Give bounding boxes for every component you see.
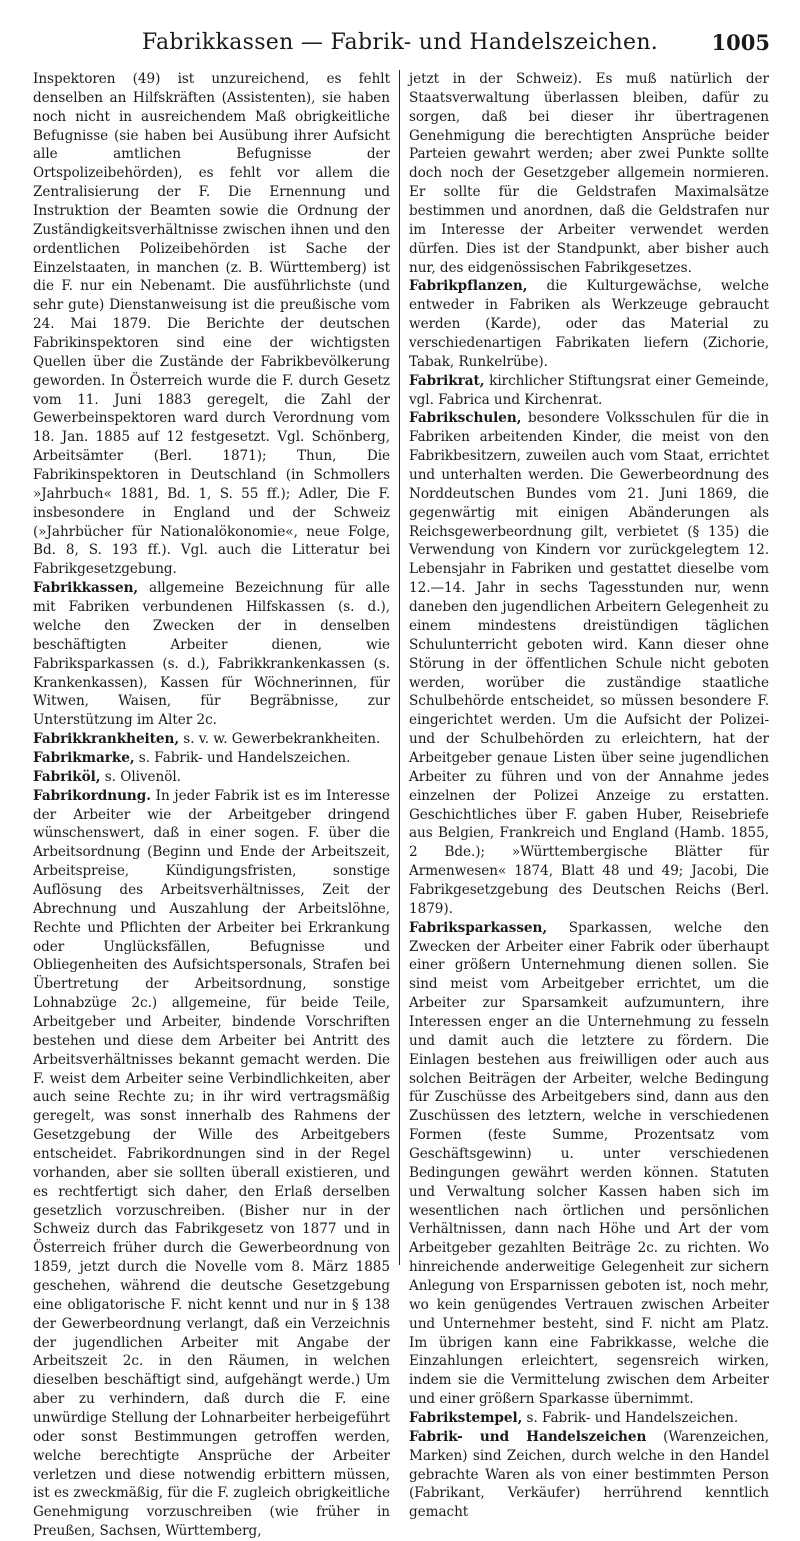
dictionary-entry: [409, 277, 769, 371]
left-column: [33, 70, 390, 1540]
entry-text: s. Fabrik- und Handelszeichen.: [134, 749, 351, 766]
entry-headword: Fabrikstempel,: [409, 1410, 523, 1427]
entry-headword: Fabriköl,: [33, 768, 101, 785]
entry-headword: Fabrikschulen,: [409, 410, 522, 427]
entry-headword: Fabrikordnung.: [33, 787, 151, 804]
entry-text: Inspektoren (49) ist unzureichend, es fehlt denselben an Hilfskräften (Assistenten), sie haben noch nicht in ausreichendem Maß obrigkeitliche Befugnisse (sie haben bei Ausübung ihrer Aufsicht alle amtlichen Befugnisse der Ortspolizeibehörden), es fehlt vor allem die Zentralisierung der F. Die Ernennung und Instruktion der Beamten sowie die Ordnung der Zuständigkeitsverhältnisse zwischen ihnen und den ordentlichen Polizeibehörden ist Sache der Einzelstaaten, in manchen (z. B. Württemberg) ist die F. nur ein Nebenamt. Die ausführlichste (und sehr gute) Dienstanweisung ist die preußische vom 24. Mai 1879. Die Berichte der deutschen Fabrikinspektoren sind eine der wichtigsten Quellen über die Zustände der Fabrikbevölkerung geworden. In Österreich wurde die F. durch Gesetz vom 11. Juni 1883 geregelt, die Zahl der Gewerbeinspektoren ward durch Verordnung vom 18. Jan. 1885 auf 12 festgesetzt. Vgl. Schönberg, Arbeitsämter (Berl. 1871); Thun, Die Fabrikinspektoren in Deutschland (in Schmollers »Jahrbuch« 1881, Bd. 1, S. 55 ff.); Adler, Die F. insbesondere in England und der Schweiz (»Jahrbücher für Nationalökonomie«, neue Folge, Bd. 8, S. 193 ff.). Vgl. auch die Litteratur bei Fabrikgesetzgebung.: [33, 71, 390, 578]
entry-headword: Fabrikkassen,: [33, 580, 139, 597]
entry-headword: Fabrikmarke,: [33, 749, 135, 766]
entry-continuation: [409, 70, 769, 277]
dictionary-entry: [33, 787, 390, 1541]
column-divider: [399, 70, 400, 1265]
running-title: Fabrikkassen — Fabrik- und Handelszeichen.: [141, 30, 659, 55]
entry-text: (Warenzeichen, Marken) sind Zeichen, durch welche in den Handel gebrachte Waren als von einer bestimmten Person (Fabrikant, Verkäufer) herrührend kenntlich gemacht: [409, 1428, 769, 1521]
entry-text: jetzt in der Schweiz). Es muß natürlich der Staatsverwaltung überlassen bleiben, dafür zu sorgen, daß bei dieser ihr übertragenen Genehmigung die berechtigten Ansprüche beider Parteien gewahrt werden; aber zwei Punkte sollte doch noch der Gesetzgeber allgemein normieren. Er sollte für die Geldstrafen Maximalsätze bestimmen und anordnen, daß die Geldstrafen nur im Interesse der Arbeiter verwendet werden dürfen. Dies ist der Standpunkt, aber bisher auch nur, des eidgenössischen Fabrikgesetzes.: [409, 71, 769, 276]
dictionary-entry: [33, 768, 390, 787]
entry-headword: Fabrikrat,: [409, 372, 485, 389]
entry-headword: Fabriksparkassen,: [409, 919, 548, 936]
entry-continuation: [33, 70, 390, 579]
right-column: [409, 70, 769, 1521]
entry-text: die Kulturgewächse, welche entweder in Fabriken als Werkzeuge gebraucht werden (Karde), oder das Material zu verschiedenartigen Fabrikaten liefern (Zichorie, Tabak, Runkelrübe).: [409, 278, 769, 370]
entry-text: Sparkassen, welche den Zwecken der Arbeiter einer Fabrik oder überhaupt einer größern Unternehmung dienen sollen. Sie sind meist vom Arbeitgeber errichtet, um die Arbeiter zur Sparsamkeit aufzumuntern, ihre Interessen enger an die Unternehmung zu fesseln und damit auch die letztere zu fördern. Die Einlagen bestehen aus freiwilligen oder auch aus solchen Beiträgen der Arbeiter, welche Bedingung für Zuschüsse des Arbeitgebers sind, dann aus den Zuschüssen des letztern, welche in verschiedenen Formen (feste Summe, Prozentsatz vom Geschäftsgewinn) u. unter verschiedenen Bedingungen gewährt werden können. Statuten und Verwaltung solcher Kassen haben sich im wesentlichen nach örtlichen und persönlichen Verhältnissen, dann nach Höhe und Art der vom Arbeitgeber gezahlten Beiträge 2c. zu richten. Wo hinreichende anderweitige Gelegenheit zur sichern Anlegung von Ersparnissen geboten ist, noch mehr, wo kein genügendes Vertrauen zwischen Arbeiter und Unternehmer besteht, sind F. nicht am Platz. Im übrigen kann eine Fabrikkasse, welche die Einzahlungen erleichtert, segensreich wirken, indem sie die Vermittelung zwischen dem Arbeiter und einer größern Sparkasse übernimmt.: [409, 919, 769, 1408]
dictionary-entry: [33, 730, 390, 749]
dictionary-entry: [409, 372, 769, 410]
dictionary-entry: [409, 1409, 769, 1428]
page-header: [30, 26, 770, 60]
entry-headword: Fabrikkrankheiten,: [33, 731, 179, 748]
dictionary-entry: [33, 749, 390, 768]
entry-headword: Fabrikpflanzen,: [409, 278, 528, 295]
entry-text: besondere Volksschulen für die in Fabriken arbeitenden Kinder, die meist von den Fabrikbesitzern, zuweilen auch vom Staat, errichtet und unterhalten werden. Die Gewerbeordnung des Norddeutschen Bundes vom 21. Juni 1869, die gegenwärtig mit einigen Abänderungen als Reichsgewerbeordnung gilt, verbietet (§ 135) die Verwendung von Kindern vor zurückgelegtem 12. Lebensjahr in Fabriken und gestattet dieselbe vom 12.—14. Jahr in sechs Tagesstunden nur, wenn daneben den jugendlichen Arbeitern Gelegenheit zu einem mindestens dreistündigen täglichen Schulunterricht geboten wird. Kann dieser ohne Störung in der öffentlichen Schule nicht geboten werden, worüber die zuständige staatliche Schulbehörde entscheidet, so müssen besondere F. eingerichtet werden. Um die Aufsicht der Polizei- und der Schulbehörden zu erleichtern, hat der Arbeitgeber genaue Listen über seine jugendlichen Arbeiter zu führen und von der Annahme jedes einzelnen der Polizei Anzeige zu erstatten. Geschichtliches über F. gaben Huber, Reisebriefe aus Belgien, Frankreich und England (Hamb. 1855, 2 Bde.); »Württembergische Blätter für Armenwesen« 1874, Blatt 48 und 49; Jacobi, Die Fabrikgesetzgebung des Deutschen Reichs (Berl. 1879).: [409, 410, 769, 917]
dictionary-entry: [409, 409, 769, 918]
entry-text: s. Fabrik- und Handelszeichen.: [522, 1410, 739, 1427]
dictionary-entry: [33, 579, 390, 730]
entry-text: allgemeine Bezeichnung für alle mit Fabriken verbundenen Hilfskassen (s. d.), welche den Zwecken der in denselben beschäftigten Arbeiter dienen, wie Fabriksparkassen (s. d.), Fabrikkrankenkassen (s. Krankenkassen), Kassen für Wöchnerinnen, für Witwen, Waisen, für Begräbnisse, zur Unterstützung im Alter 2c.: [33, 580, 390, 729]
entry-text: s. v. w. Gewerbekrankheiten.: [179, 731, 381, 748]
page-number: 1005: [711, 30, 770, 55]
entry-text: s. Olivenöl.: [100, 768, 181, 785]
dictionary-entry: [409, 919, 769, 1409]
entry-text: In jeder Fabrik ist es im Interesse der Arbeiter wie der Arbeitgeber dringend wünschenswert, daß in einer sogen. F. über die Arbeitsordnung (Beginn und Ende der Arbeitszeit, Arbeitspreise, Kündigungsfristen, sonstige Auflösung des Arbeitsverhältnisses, Zeit der Abrechnung und Auszahlung der Arbeitslöhne, Rechte und Pflichten der Arbeiter bei Erkrankung oder Unglücksfällen, Befugnisse und Obliegenheiten des Aufsichtspersonals, Strafen bei Übertretung der Arbeitsordnung, sonstige Lohnabzüge 2c.) allgemeine, für beide Teile, Arbeitgeber und Arbeiter, bindende Vorschriften bestehen und diese dem Arbeiter bei Antritt des Arbeitsverhältnisses bekannt gemacht werden. Die F. weist dem Arbeiter seine Verbindlichkeiten, aber auch seine Rechte zu; in ihr wird vertragsmäßig geregelt, was sonst innerhalb des Rahmens der Gesetzgebung der Wille des Arbeitgebers entscheidet. Fabrikordnungen sind in der Regel vorhanden, aber sie sollten überall existieren, und es rechtfertigt sich daher, den Erlaß derselben gesetzlich vorzuschreiben. (Bisher nur in der Schweiz durch das Fabrikgesetz von 1877 und in Österreich früher durch die Gewerbeordnung von 1859, jetzt durch die Novelle vom 8. März 1885 geschehen, während die deutsche Gesetzgebung eine obligatorische F. nicht kennt und nur in § 138 der Gewerbeordnung verlangt, daß ein Verzeichnis der jugendlichen Arbeiter mit Angabe der Arbeitszeit 2c. in den Räumen, in welchen dieselben beschäftigt sind, aufgehängt werde.) Um aber zu verhindern, daß durch die F. eine unwürdige Stellung der Lohnarbeiter herbeigeführt oder sonst Bestimmungen getroffen werden, welche berechtigte Ansprüche der Arbeiter verletzen und diese notwendig erbittern müssen, ist es zweckmäßig, für die F. zugleich obrigkeitliche Genehmigung vorzuschreiben (wie früher in Preußen, Sachsen, Württemberg,: [33, 787, 390, 1540]
entry-text: kirchlicher Stiftungsrat einer Gemeinde, vgl. Fabrica und Kirchenrat.: [409, 372, 769, 408]
entry-headword: Fabrik- und Handelszeichen: [409, 1428, 647, 1445]
dictionary-entry: [409, 1428, 769, 1522]
